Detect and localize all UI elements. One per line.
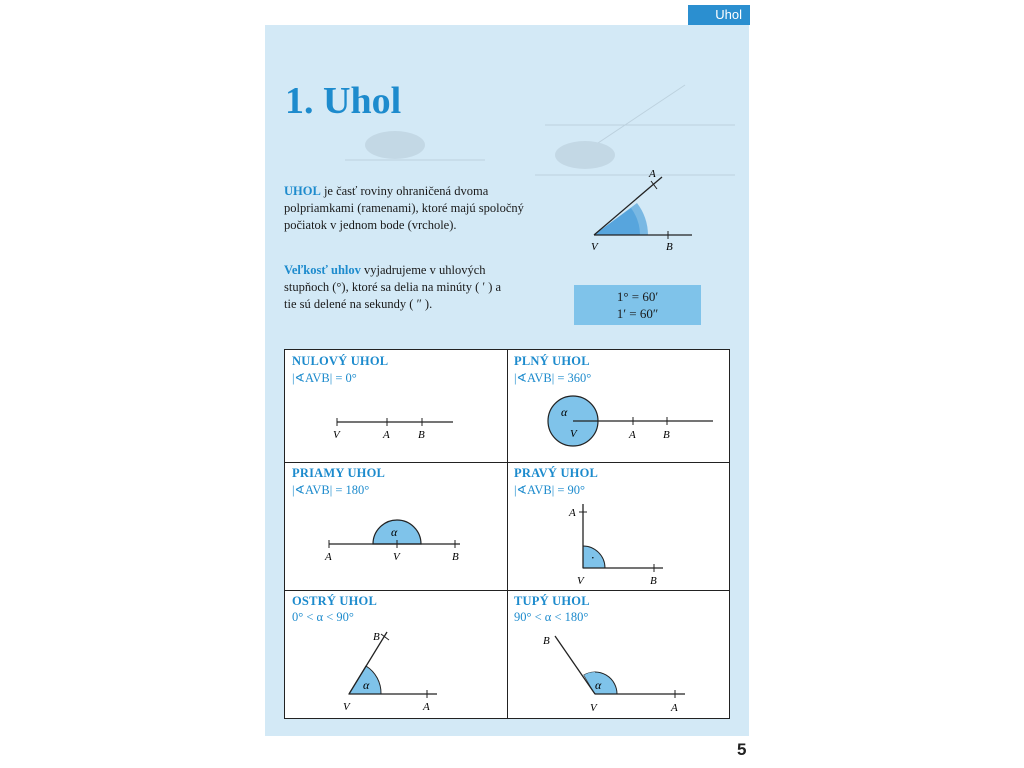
cell-title: PLNÝ UHOL bbox=[514, 354, 590, 368]
cell-formula: 90° < α < 180° bbox=[514, 610, 589, 624]
conversion-line-2: 1′ = 60″ bbox=[616, 306, 659, 321]
label-a: A bbox=[383, 429, 390, 441]
label-v: V bbox=[393, 551, 400, 563]
label-b: B bbox=[418, 429, 425, 441]
intro-angle-figure bbox=[580, 165, 710, 260]
cell-obtuse-angle bbox=[507, 590, 731, 718]
cell-straight-angle bbox=[285, 462, 507, 590]
cell-acute-angle bbox=[285, 590, 507, 718]
label-a: A bbox=[423, 701, 430, 713]
size-text: vyjadrujeme v uhlových stupňoch (°), ktoré sa delia na minúty ( ′ ) a tie sú delené na sekundy ( ″ ). bbox=[284, 263, 502, 311]
label-alpha: α bbox=[391, 525, 398, 539]
cell-formula: |∢AVB| = 0° bbox=[292, 371, 357, 385]
label-b: B bbox=[373, 631, 380, 643]
angle-types-table bbox=[284, 349, 730, 719]
size-keyword: Veľkosť uhlov bbox=[284, 263, 361, 277]
label-v: V bbox=[343, 701, 350, 713]
label-a: A bbox=[629, 429, 636, 441]
label-v: V bbox=[570, 428, 577, 440]
label-alpha: α bbox=[595, 678, 602, 692]
cell-right-angle bbox=[507, 462, 731, 590]
intro-label-a: A bbox=[649, 168, 656, 180]
cell-formula: |∢AVB| = 90° bbox=[514, 483, 586, 497]
label-v: V bbox=[333, 429, 340, 441]
label-dot: · bbox=[591, 550, 595, 565]
label-a: A bbox=[325, 551, 332, 563]
cell-zero-angle bbox=[285, 350, 507, 462]
label-b: B bbox=[452, 551, 459, 563]
size-paragraph bbox=[284, 262, 514, 313]
cell-title: PRAVÝ UHOL bbox=[514, 466, 599, 480]
intro-label-v: V bbox=[591, 241, 598, 253]
cell-title: PRIAMY UHOL bbox=[292, 466, 386, 480]
cell-formula: 0° < α < 90° bbox=[292, 610, 354, 624]
label-v: V bbox=[577, 575, 584, 587]
definition-text: je časť roviny ohraničená dvoma polpriamkami (ramenami), ktoré majú spoločný počiatok v jednom bode (vrchole). bbox=[284, 184, 524, 232]
cell-full-angle bbox=[507, 350, 731, 462]
label-a: A bbox=[569, 507, 576, 519]
cell-title: NULOVÝ UHOL bbox=[292, 354, 389, 368]
page-title: 1. Uhol bbox=[285, 80, 402, 122]
cell-formula: |∢AVB| = 180° bbox=[292, 483, 370, 497]
zero-angle-figure bbox=[285, 390, 507, 460]
label-v: V bbox=[590, 702, 597, 714]
label-b: B bbox=[543, 635, 550, 647]
definition-paragraph bbox=[284, 183, 534, 234]
label-alpha: α bbox=[363, 678, 370, 692]
chapter-tab[interactable]: Uhol bbox=[688, 5, 750, 25]
cell-title: OSTRÝ UHOL bbox=[292, 594, 378, 608]
conversion-box bbox=[574, 285, 701, 325]
label-alpha: α bbox=[561, 405, 568, 419]
page-number: 5 bbox=[737, 740, 747, 759]
label-a: A bbox=[671, 702, 678, 714]
label-b: B bbox=[650, 575, 657, 587]
label-b: B bbox=[663, 429, 670, 441]
conversion-line-1: 1° = 60′ bbox=[616, 289, 659, 304]
cell-title: TUPÝ UHOL bbox=[514, 594, 590, 608]
definition-keyword: UHOL bbox=[284, 184, 321, 198]
cell-formula: |∢AVB| = 360° bbox=[514, 371, 592, 385]
intro-label-b: B bbox=[666, 241, 673, 253]
